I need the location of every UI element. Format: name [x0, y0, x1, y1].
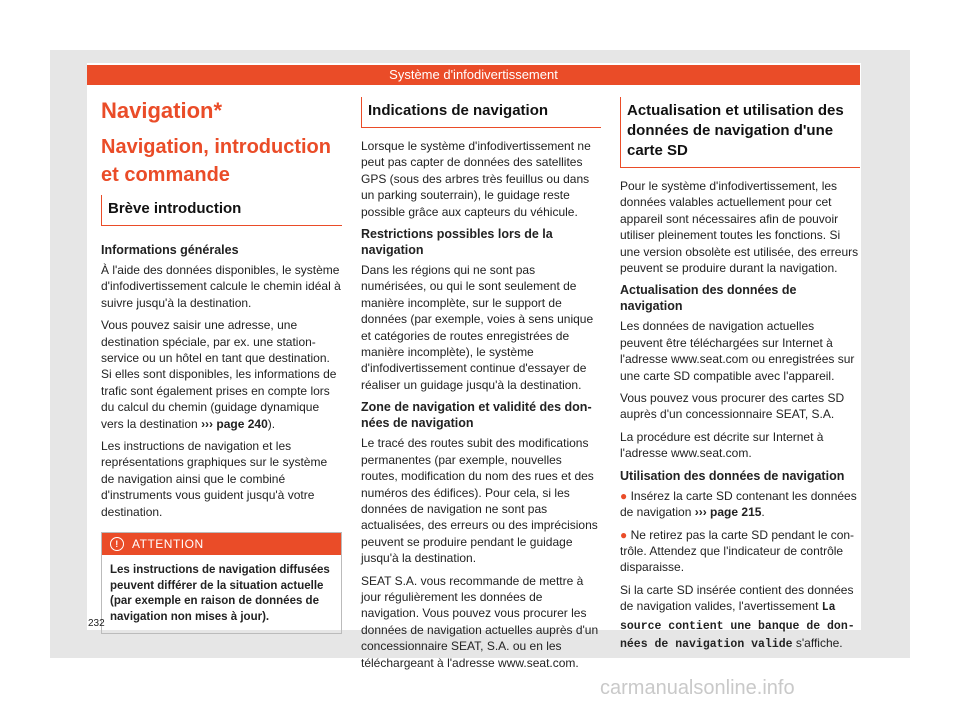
paragraph: Les instructions de navigation et les représentations graphiques sur le système de navigation ainsi que le combiné d'instruments vous guident jusqu'à votre destination. — [101, 439, 328, 519]
attention-box — [101, 532, 342, 634]
bullet-item: ● Insérez la carte SD contenant les données de navigation ››› page 215. — [620, 488, 857, 520]
use-heading: Utilisation des données de navigation — [620, 468, 845, 483]
page-reference-link[interactable]: ››› page 240 — [201, 416, 268, 431]
page-number: 232 — [88, 618, 105, 629]
column-3 — [620, 97, 860, 659]
chapter-subtitle: Navigation, introduction et commande — [101, 136, 331, 186]
update-heading: Actualisation des données de navigation — [620, 283, 797, 314]
paragraph: Le tracé des routes subit des modifications permanentes (par exemple, nouvelles routes, modification du nom des rues et des numéros des édifices). Pour cela, si les données de navigation ne sont pas actualisées, des erreurs ou des imprécisions peuvent se produire pendant le guidage jusqu'à la destination. — [361, 436, 598, 566]
attention-header — [102, 533, 341, 555]
zone-heading: Zone de navigation et validité des données de navigation — [361, 400, 592, 431]
paragraph: À l'aide des données disponibles, le système d'infodivertissement calcule le chemin idéal à suivre jusqu'à la destination. — [101, 263, 341, 310]
attention-label: ATTENTION — [132, 537, 204, 552]
section-heading-indications: Indications de navigation — [361, 97, 601, 128]
general-info-heading: Informations générales — [101, 243, 239, 257]
bullet-item: ● Ne retirez pas la carte SD pendant le contrôle. Attendez que l'indicateur de contrôle disparaisse. — [620, 527, 855, 575]
header-bar — [87, 65, 860, 85]
bullet-icon: ● — [620, 488, 631, 503]
section-heading-intro: Brève introduction — [101, 195, 342, 226]
section-heading-update: Actualisation et utilisation des données de navigation d'une carte SD — [620, 97, 860, 168]
paragraph: Si la carte SD insérée contient des données de navigation valides, l'avertissement La source contient une banque de données de navigation valide s'affiche. — [620, 582, 855, 651]
bullet-icon: ● — [620, 527, 631, 542]
attention-text: Les instructions de navigation diffusées peuvent différer de la situation actuelle (par exemple en raison de données de navigation non mises à jour). — [110, 564, 330, 623]
restrictions-heading: Restrictions possibles lors de la navigation — [361, 227, 553, 258]
paragraph: SEAT S.A. vous recommande de mettre à jour régulièrement les données de navigation. Vous pouvez vous procurer les données de navigation actuelles auprès d'un concessionnaire SEAT, S.A. ou en les téléchargeant à l'adresse www.seat.com. — [361, 573, 599, 670]
warning-icon: ! — [110, 537, 124, 551]
watermark: carmanualsonline.info — [600, 677, 795, 699]
paragraph: Lorsque le système d'infodivertissement ne peut pas capter de données des satellites GPS (sous des arbres très feuillus ou dans un parking souterrain), le guidage reste possible grâce aux capteurs du véhicule. — [361, 139, 591, 219]
display-message: La source contient une banque de données de navigation valide — [620, 601, 855, 651]
paragraph: Les données de navigation actuelles peuvent être téléchargées sur Internet à l'adresse www.seat.com ou enregistrées sur une carte SD compatible avec l'appareil. — [620, 319, 855, 383]
paragraph: Vous pouvez saisir une adresse, une destination spéciale, par ex. une station-service ou un hôtel en tant que destination. Si elles sont disponibles, les informations de trafic sont également prises en compte lors du calcul du chemin (guidage dynamique vers la destination ››› page 240). — [101, 318, 337, 431]
paragraph: Vous pouvez vous procurer des cartes SD auprès d'un concessionnaire SEAT, S.A. — [620, 391, 845, 422]
column-1 — [101, 97, 342, 634]
header-title: Système d'infodivertissement — [389, 67, 558, 82]
chapter-title: Navigation* — [101, 98, 223, 123]
column-2 — [361, 97, 601, 677]
paragraph: Pour le système d'infodivertissement, les données valables actuellement pour cet appareil sont nécessaires afin de pouvoir utiliser pleinement toutes les fonctions. Si une version obsolète est utilisée, des erreurs peuvent se produire durant la navigation. — [620, 179, 859, 276]
paragraph: La procédure est décrite sur Internet à l'adresse www.seat.com. — [620, 429, 824, 461]
page-reference-link[interactable]: ››› page 215 — [694, 505, 762, 520]
paragraph: Dans les régions qui ne sont pas numérisées, ou qui le sont seulement de manière incomplète, sur le support de données (par exemple, voies à sens unique et catégories de routes enregistrées de manière incomplète), le système d'infodivertissement continue d'essayer de réaliser un guidage jusqu'à la destination. — [361, 263, 594, 392]
